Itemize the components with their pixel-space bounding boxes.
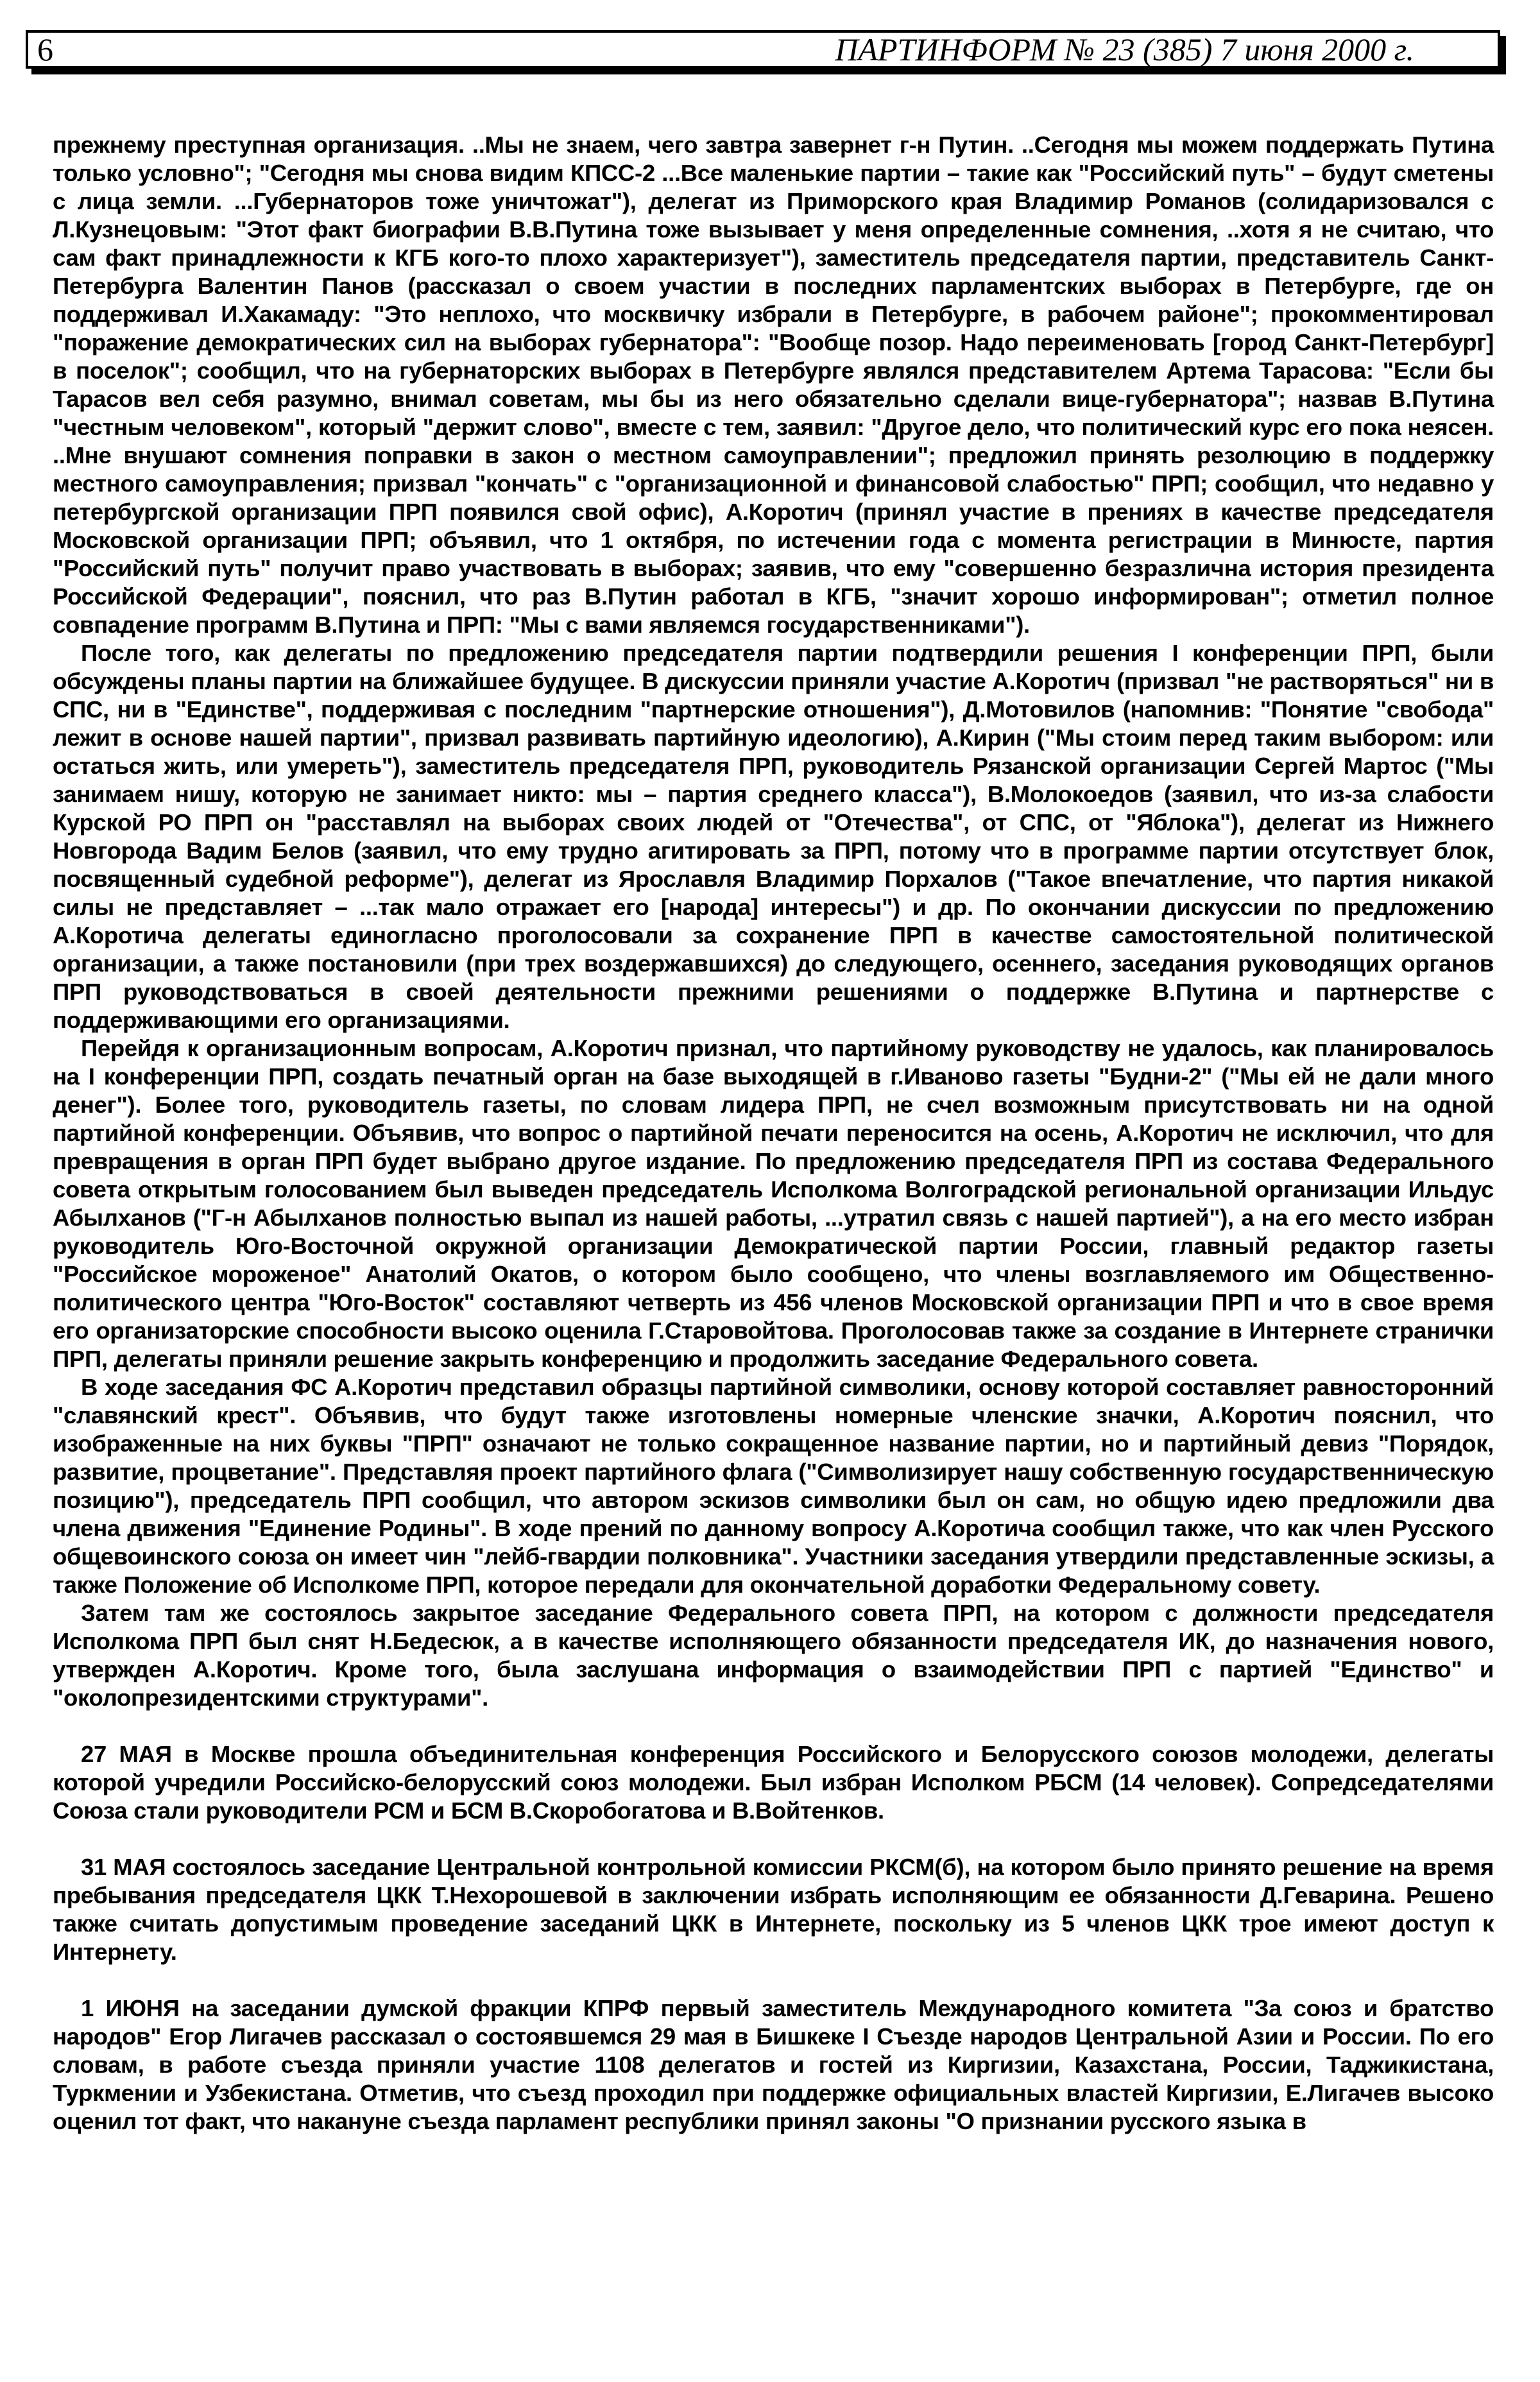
paragraph: В ходе заседания ФС А.Коротич представил образцы партийной символики, основу которой составляет равносторонний "славянский крест". Объявив, что будут также изготовлены номерные членские значки, А.Коротич пояснил, что изображенные на них буквы "ПРП" означают не только сокращенное название партии, но и партийный девиз "Порядок, развитие, процветание". Представляя проект партийного флага ("Символизирует нашу собственную государственническую позицию"), председатель ПРП сообщил, что автором эскизов символики был он сам, но общую идею предложили два члена движения "Единение Родины". В ходе прений по данному вопросу А.Коротича сообщил также, что как член Русского общевоинского союза он имеет чин "лейб-гвардии полковника". Участники заседания утвердили представленные эскизы, а также Положение об Исполкоме ПРП, которое передали для окончательной доработки Федеральному совету. bbox=[53, 1374, 1494, 1598]
article-body bbox=[53, 131, 1494, 2136]
news-item: 27 МАЯ в Москве прошла объединительная конференция Российского и Белорусского союзов молодежи, делегаты которой учредили Российско-белорусский союз молодежи. Был избран Исполком РБСМ (14 человек). Сопредседателями Союза стали руководители РСМ и БСМ В.Скоробогатова и В.Войтенков. bbox=[53, 1741, 1494, 1824]
paragraph: Перейдя к организационным вопросам, А.Коротич признал, что партийному руководству не удалось, как планировалось на I конференции ПРП, создать печатный орган на базе выходящей в г.Иваново газеты "Будни-2" ("Мы ей не дали много денег"). Более того, руководитель газеты, по словам лидера ПРП, не счел возможным присутствовать ни на одной партийной конференции. Объявив, что вопрос о партийной печати переносится на осень, А.Коротич не исключил, что для превращения в орган ПРП будет выбрано другое издание. По предложению председателя ПРП из состава Федерального совета открытым голосованием был выведен председатель Исполкома Волгоградской региональной организации Ильдус Абылханов ("Г-н Абылханов полностью выпал из нашей работы, ...утратил связь с нашей партией"), а на его место избран руководитель Юго-Восточной окружной организации Демократической партии России, главный редактор газеты "Российское мороженое" Анатолий Окатов, о котором было сообщено, что члены возглавляемого им Общественно-политического центра "Юго-Восток" составляют четверть из 456 членов Московской организации ПРП и что в свое время его организаторские способности высоко оценила Г.Старовойтова. Проголосовав также за создание в Интернете странички ПРП, делегаты приняли решение закрыть конференцию и продолжить заседание Федерального совета. bbox=[53, 1035, 1494, 1372]
page-header bbox=[26, 30, 1500, 69]
news-item: 31 МАЯ состоялось заседание Центральной контрольной комиссии РКСМ(б), на котором было принято решение на время пребывания председателя ЦКК Т.Нехорошевой в заключении избрать исполняющим ее обязанности Д.Геварина. Решено также считать допустимым проведение заседаний ЦКК в Интернете, поскольку из 5 членов ЦКК трое имеют доступ к Интернету. bbox=[53, 1854, 1494, 1965]
paragraph: Затем там же состоялось закрытое заседание Федерального совета ПРП, на котором с должности председателя Исполкома ПРП был снят Н.Бедесюк, а в качестве исполняющего обязанности председателя ИК, до назначения нового, утвержден А.Коротич. Кроме того, была заслушана информация о взаимодействии ПРП с партией "Единство" и "околопрезидентскими структурами". bbox=[53, 1600, 1494, 1711]
news-item: 1 ИЮНЯ на заседании думской фракции КПРФ первый заместитель Международного комитета "За союз и братство народов" Егор Лигачев рассказал о состоявшемся 29 мая в Бишкеке I Съезде народов Центральной Азии и России. По его словам, в работе съезда приняли участие 1108 делегатов и гостей из Киргизии, Казахстана, России, Таджикистана, Туркмении и Узбекистана. Отметив, что съезд проходил при поддержке официальных властей Киргизии, Е.Лигачев высоко оценил тот факт, что накануне съезда парламент республики принял законы "О признании русского языка в bbox=[53, 1995, 1494, 2134]
paragraph: После того, как делегаты по предложению председателя партии подтвердили решения I конференции ПРП, были обсуждены планы партии на ближайшее будущее. В дискуссии приняли участие А.Коротич (призвал "не растворяться" ни в СПС, ни в "Единстве", поддерживая с последним "партнерские отношения"), Д.Мотовилов (напомнив: "Понятие "свобода" лежит в основе нашей партии", призвал развивать партийную идеологию), А.Кирин ("Мы стоим перед таким выбором: или остаться жить, или умереть"), заместитель председателя ПРП, руководитель Рязанской организации Сергей Мартос ("Мы занимаем нишу, которую не занимает никто: мы – партия среднего класса"), В.Молокоедов (заявил, что из-за слабости Курской РО ПРП он "расставлял на выборах своих людей от "Отечества", от СПС, от "Яблока"), делегат из Нижнего Новгорода Вадим Белов (заявил, что ему трудно агитировать за ПРП, потому что в программе партии отсутствует блок, посвященный судебной реформе"), делегат из Ярославля Владимир Порхалов ("Такое впечатление, что партия никакой силы не представляет – ...так мало отражает его [народа] интересы") и др. По окончании дискуссии по предложению А.Коротича делегаты единогласно проголосовали за сохранение ПРП в качестве самостоятельной политической организации, а также постановили (при трех воздержавшихся) до следующего, осеннего, заседания руководящих органов ПРП руководствоваться в своей деятельности прежними решениями о поддержке В.Путина и партнерстве с поддерживающими его организациями. bbox=[53, 640, 1494, 1033]
paragraph: прежнему преступная организация. ..Мы не знаем, чего завтра завернет г-н Путин. ..Сегодня мы можем поддержать Путина только условно"; "Сегодня мы снова видим КПСС-2 ...Все маленькие партии – такие как "Российский путь" – будут сметены с лица земли. ...Губернаторов тоже уничтожат"), делегат из Приморского края Владимир Романов (солидаризовался с Л.Кузнецовым: "Этот факт биографии В.В.Путина тоже вызывает у меня определенные сомнения, ..хотя я не считаю, что сам факт принадлежности к КГБ кого-то плохо характеризует"), заместитель председателя партии, представитель Санкт-Петербурга Валентин Панов (рассказал о своем участии в последних парламентских выборах в Петербурге, где он поддерживал И.Хакамаду: "Это неплохо, что москвичку избрали в Петербурге, в рабочем районе"; прокомментировал "поражение демократических сил на выборах губернатора": "Вообще позор. Надо переименовать [город Санкт-Петербург] в поселок"; сообщил, что на губернаторских выборах в Петербурге являлся представителем Артема Тарасова: "Если бы Тарасов вел себя разумно, внимал советам, мы бы из него обязательно сделали вице-губернатора"; назвав В.Путина "честным человеком", который "держит слово", вместе с тем, заявил: "Другое дело, что политический курс его пока неясен. ..Мне внушают сомнения поправки в закон о местном самоуправлении"; предложил принять резолюцию в поддержку местного самоуправления; призвал "кончать" с "организационной и финансовой слабостью" ПРП; сообщил, что недавно у петербургской организации ПРП появился свой офис), А.Коротич (принял участие в прениях в качестве председателя Московской организации ПРП; объявил, что 1 октября, по истечении года с момента регистрации в Минюсте, партия "Российский путь" получит право участвовать в выборах; заявив, что ему "совершенно безразлична история президента Российской Федерации", пояснил, что раз В.Путин работал в КГБ, "значит хорошо информирован"; отметил полное совпадение программ В.Путина и ПРП: "Мы с вами являемся государственниками"). bbox=[53, 132, 1494, 638]
page-number: 6 bbox=[37, 31, 53, 67]
publication-title: ПАРТИНФОРМ № 23 (385) 7 июня 2000 г. bbox=[835, 31, 1414, 67]
